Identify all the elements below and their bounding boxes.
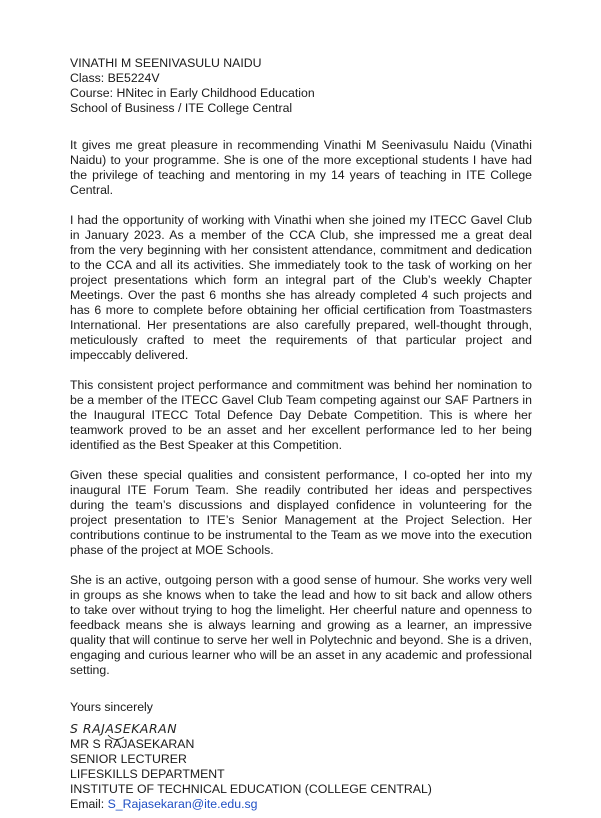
paragraph-forum-team: Given these special qualities and consistent performance, I co-opted her into my inaugural ITE Forum Team. She readily contributed her ideas and perspectives during the team’s discussions and displayed confidence in volunteering for the project presentation to ITE’s Senior Management at the Project Selection. Her contributions continue to be instrumental to the Team as we move into the execution phase of the project at MOE Schools. xyxy=(70,468,532,557)
signatory-department: LIFESKILLS DEPARTMENT xyxy=(70,767,225,781)
signatory-institute: INSTITUTE OF TECHNICAL EDUCATION (COLLEGE CENTRAL) xyxy=(70,782,432,796)
paragraph-introduction: It gives me great pleasure in recommending Vinathi M Seenivasulu Naidu (Vinathi Naidu) to your programme. She is one of the more exceptional students I have had the privilege of teaching and mentoring in my 14 years of teaching in ITE College Central. xyxy=(70,138,532,197)
signature-text: S RAJASEKARAN xyxy=(70,721,178,736)
student-details xyxy=(70,56,532,116)
student-class: Class: BE5224V xyxy=(70,71,160,85)
signature-block xyxy=(70,721,532,812)
paragraph-debate-competition: This consistent project performance and commitment was behind her nomination to be a member of the ITECC Gavel Club Team competing against our SAF Partners in the Inaugural ITECC Total Defence Day Debate Competition. This is where her teamwork proved to be an asset and her excellent performance led to her being identified as the Best Speaker at this Competition. xyxy=(70,378,532,452)
student-name: VINATHI M SEENIVASULU NAIDU xyxy=(70,56,262,70)
letter-page xyxy=(70,56,532,812)
student-course: Course: HNitec in Early Childhood Education xyxy=(70,86,315,100)
signatory-email-line xyxy=(70,797,532,812)
closing-salutation: Yours sincerely xyxy=(70,700,153,714)
email-label: Email: xyxy=(70,797,108,811)
email-link[interactable]: S_Rajasekaran@ite.edu.sg xyxy=(107,797,258,811)
paragraph-personal-qualities: She is an active, outgoing person with a good sense of humour. She works very well in groups as she knows when to take the lead and how to sit back and allow others to take over without trying to hog the limelight. Her cheerful nature and openness to feedback means she is always learning and growing as a learner, an impressive quality that will continue to serve her well in Polytechnic and beyond. She is a driven, engaging and curious learner who will be an asset in any academic and professional setting. xyxy=(70,573,532,677)
signatory-name: MR S RAJASEKARAN xyxy=(70,737,195,751)
paragraph-gavel-club: I had the opportunity of working with Vinathi when she joined my ITECC Gavel Club in January 2023. As a member of the CCA Club, she impressed me a great deal from the very beginning with her consistent attendance, commitment and dedication to the CCA and all its activities. She immediately took to the task of working on her project presentations which form an integral part of the Club’s weekly Chapter Meetings. Over the past 6 months she has already completed 4 such projects and has 6 more to complete before obtaining her official certification from Toastmasters International. Her presentations are also carefully prepared, well-thought through, meticulously crafted to meet the requirements of that particular project and impeccably delivered. xyxy=(70,213,532,362)
signatory-title: SENIOR LECTURER xyxy=(70,752,187,766)
student-school: School of Business / ITE College Central xyxy=(70,101,293,115)
